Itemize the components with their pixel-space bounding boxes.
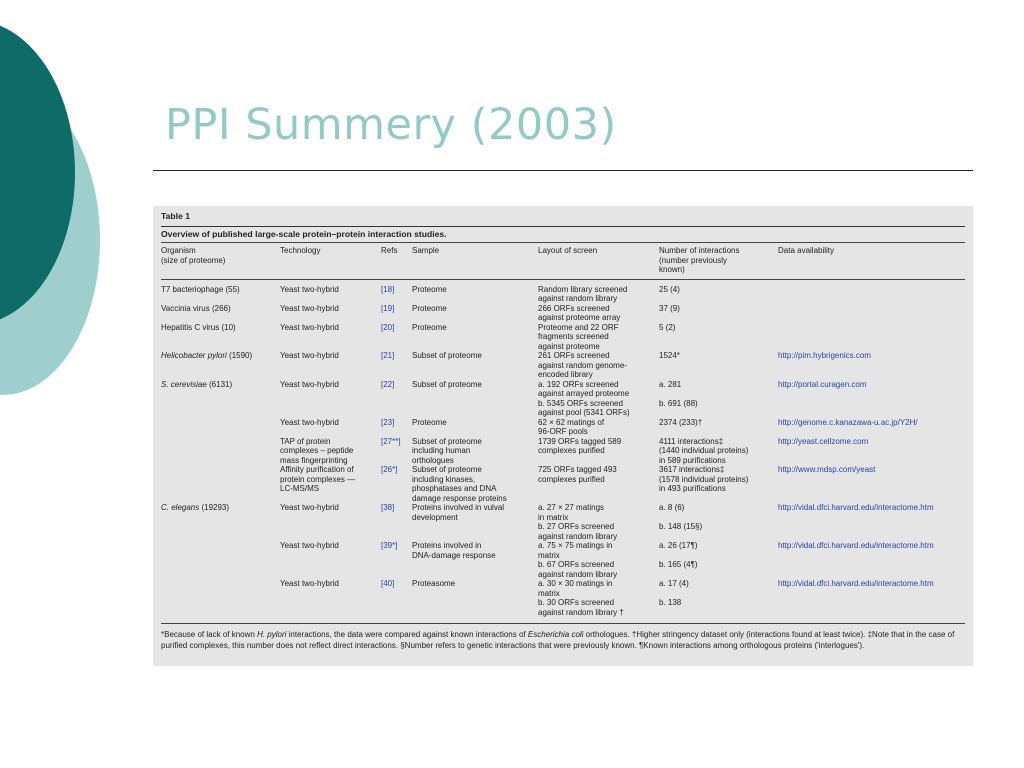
cell-interactions: 4111 interactions‡ (1440 individual proteins) in 589 purifications [659, 436, 749, 465]
cell-organism [161, 579, 280, 624]
cell-refs: [22] [381, 379, 395, 389]
cell-layout: a. 27 × 27 matings in matrix b. 27 ORFs screened against random library [538, 503, 618, 541]
cell-sample: Subset of proteome including kinases, phosphatases and DNA damage response proteins [412, 465, 507, 503]
cell-layout: 266 ORFs screened against proteome array [538, 303, 621, 322]
table-row [161, 579, 965, 624]
cell-availability[interactable]: http://genome.c.kanazawa-u.ac.jp/Y2H/ [778, 417, 918, 427]
cell-layout: 725 ORFs tagged 493 complexes purified [538, 465, 617, 484]
slide-title: PPI Summery (2003) [165, 100, 617, 150]
cell-organism: Vaccinia virus (266) [161, 303, 231, 313]
cell-technology: Yeast two-hybrid [280, 541, 339, 550]
cell-availability [778, 323, 965, 352]
cell-refs: [23] [381, 417, 395, 427]
cell-interactions: a. 281 b. 691 (88) [659, 379, 698, 408]
cell-organism: S. cerevisiae (6131) [161, 379, 233, 389]
cell-technology: Yeast two-hybrid [280, 417, 339, 427]
cell-technology: Yeast two-hybrid [280, 503, 339, 512]
table-row [161, 465, 965, 503]
ppi-summary-table [161, 242, 965, 624]
cell-availability[interactable]: http://pim.hybrigenics.com [778, 351, 871, 360]
cell-layout: a. 192 ORFs screened against arrayed proteome b. 5345 ORFs screened against pool (5341 ORFs) [538, 379, 630, 417]
table-row [161, 437, 965, 466]
cell-refs: [39*] [381, 541, 398, 550]
cell-availability[interactable]: http://vidal.dfci.harvard.edu/interactome.htm [778, 541, 934, 550]
cell-availability [778, 304, 965, 323]
cell-organism: T7 bacteriophage (55) [161, 284, 240, 294]
table-body [161, 279, 965, 624]
cell-interactions: 25 (4) [659, 284, 680, 294]
cell-availability[interactable]: http://portal.curagen.com [778, 379, 867, 389]
table-row [161, 304, 965, 323]
table-number: Table 1 [161, 211, 190, 221]
cell-refs: [40] [381, 579, 395, 588]
cell-availability[interactable]: http://www.mdsp.com/yeast [778, 465, 876, 474]
cell-organism: C. elegans (19293) [161, 503, 230, 512]
cell-layout: 1739 ORFs tagged 589 complexes purified [538, 436, 622, 455]
cell-layout: 261 ORFs screened against random genome- encoded library [538, 351, 627, 379]
header-sample: Sample [412, 243, 538, 280]
header-technology: Technology [280, 243, 381, 280]
cell-interactions: 5 (2) [659, 322, 676, 332]
cell-technology: Yeast two-hybrid [280, 284, 339, 294]
cell-organism [161, 437, 280, 466]
table-row [161, 541, 965, 579]
cell-organism [161, 541, 280, 579]
cell-refs: [26*] [381, 465, 398, 474]
cell-interactions: a. 26 (17¶) b. 165 (4¶) [659, 541, 698, 569]
cell-technology: Affinity purification of protein complexes — LC-MS/MS [280, 465, 356, 493]
table-row [161, 418, 965, 437]
cell-technology: Yeast two-hybrid [280, 579, 339, 588]
cell-availability [778, 279, 965, 304]
cell-sample: Subset of proteome [412, 379, 482, 389]
cell-sample: Subset of proteome including human orthologues [412, 436, 482, 465]
cell-availability[interactable]: http://yeast.cellzome.com [778, 436, 869, 446]
cell-organism [161, 465, 280, 503]
cell-sample: Subset of proteome [412, 351, 482, 360]
cell-sample: Proteome [412, 417, 447, 427]
cell-sample: Proteins involved in vulval development [412, 503, 505, 522]
cell-availability[interactable]: http://vidal.dfci.harvard.edu/interactome.htm [778, 579, 934, 588]
header-refs: Refs [381, 243, 412, 280]
cell-refs: [19] [381, 303, 395, 313]
cell-technology: Yeast two-hybrid [280, 351, 339, 360]
cell-technology: Yeast two-hybrid [280, 303, 339, 313]
table-row [161, 380, 965, 418]
cell-sample: Proteins involved in DNA-damage response [412, 541, 496, 560]
cell-layout: a. 75 × 75 matings in matrix b. 67 ORFs screened against random library [538, 541, 618, 579]
cell-interactions: 3617 interactions‡ (1578 individual proteins) in 493 purifications [659, 465, 749, 493]
title-divider [153, 170, 973, 171]
cell-layout: a. 30 × 30 matings in matrix b. 30 ORFs screened against random library † [538, 579, 624, 617]
table-image [153, 206, 973, 666]
cell-technology: Yeast two-hybrid [280, 322, 339, 332]
cell-layout: Proteome and 22 ORF fragments screened against proteome [538, 322, 619, 351]
cell-layout: Random library screened against random library [538, 284, 628, 303]
cell-technology: Yeast two-hybrid [280, 379, 339, 389]
cell-sample: Proteasome [412, 579, 456, 588]
cell-refs: [18] [381, 284, 395, 294]
header-interactions: Number of interactions (number previously known) [659, 243, 778, 280]
cell-organism: Helicobacter pylori (1590) [161, 351, 253, 360]
cell-refs: [20] [381, 322, 395, 332]
cell-interactions: a. 17 (4) b. 138 [659, 579, 689, 607]
table-caption: Overview of published large-scale protein–protein interaction studies. [161, 226, 965, 240]
header-organism: Organism (size of proteome) [161, 243, 280, 280]
cell-layout: 62 × 62 matings of 96-ORF pools [538, 417, 605, 436]
cell-organism: Hepatitis C virus (10) [161, 322, 236, 332]
header-layout: Layout of screen [538, 243, 659, 280]
table-footnote: *Because of lack of known H. pylori interactions, the data were compared against known interactions of Escherichia coli orthologues. †Higher stringency dataset only (interactions found at least twice). ‡Note that in the case of purified complexes, this number does not reflect direct interactions. §Number refers to genetic interactions that were previously known. ¶Known interactions among orthologous proteins ('interlogues'). [161, 630, 955, 650]
cell-sample: Proteome [412, 284, 447, 294]
table-row [161, 279, 965, 304]
cell-refs: [38] [381, 503, 395, 512]
header-data-availability: Data availability [778, 243, 965, 280]
cell-organism [161, 418, 280, 437]
cell-availability[interactable]: http://vidal.dfci.harvard.edu/interactome.htm [778, 503, 934, 512]
table-row [161, 351, 965, 380]
cell-sample: Proteome [412, 303, 447, 313]
cell-sample: Proteome [412, 322, 447, 332]
cell-interactions: 1524* [659, 351, 680, 360]
cell-interactions: 2374 (233)† [659, 417, 703, 427]
table-row [161, 503, 965, 541]
cell-interactions: 37 (9) [659, 303, 680, 313]
cell-interactions: a. 8 (6) b. 148 (15§) [659, 503, 703, 531]
cell-technology: TAP of protein complexes – peptide mass fingerprinting [280, 436, 354, 465]
cell-refs: [27**] [381, 436, 401, 446]
table-row [161, 323, 965, 352]
cell-refs: [21] [381, 351, 395, 360]
table-header-row [161, 243, 965, 280]
